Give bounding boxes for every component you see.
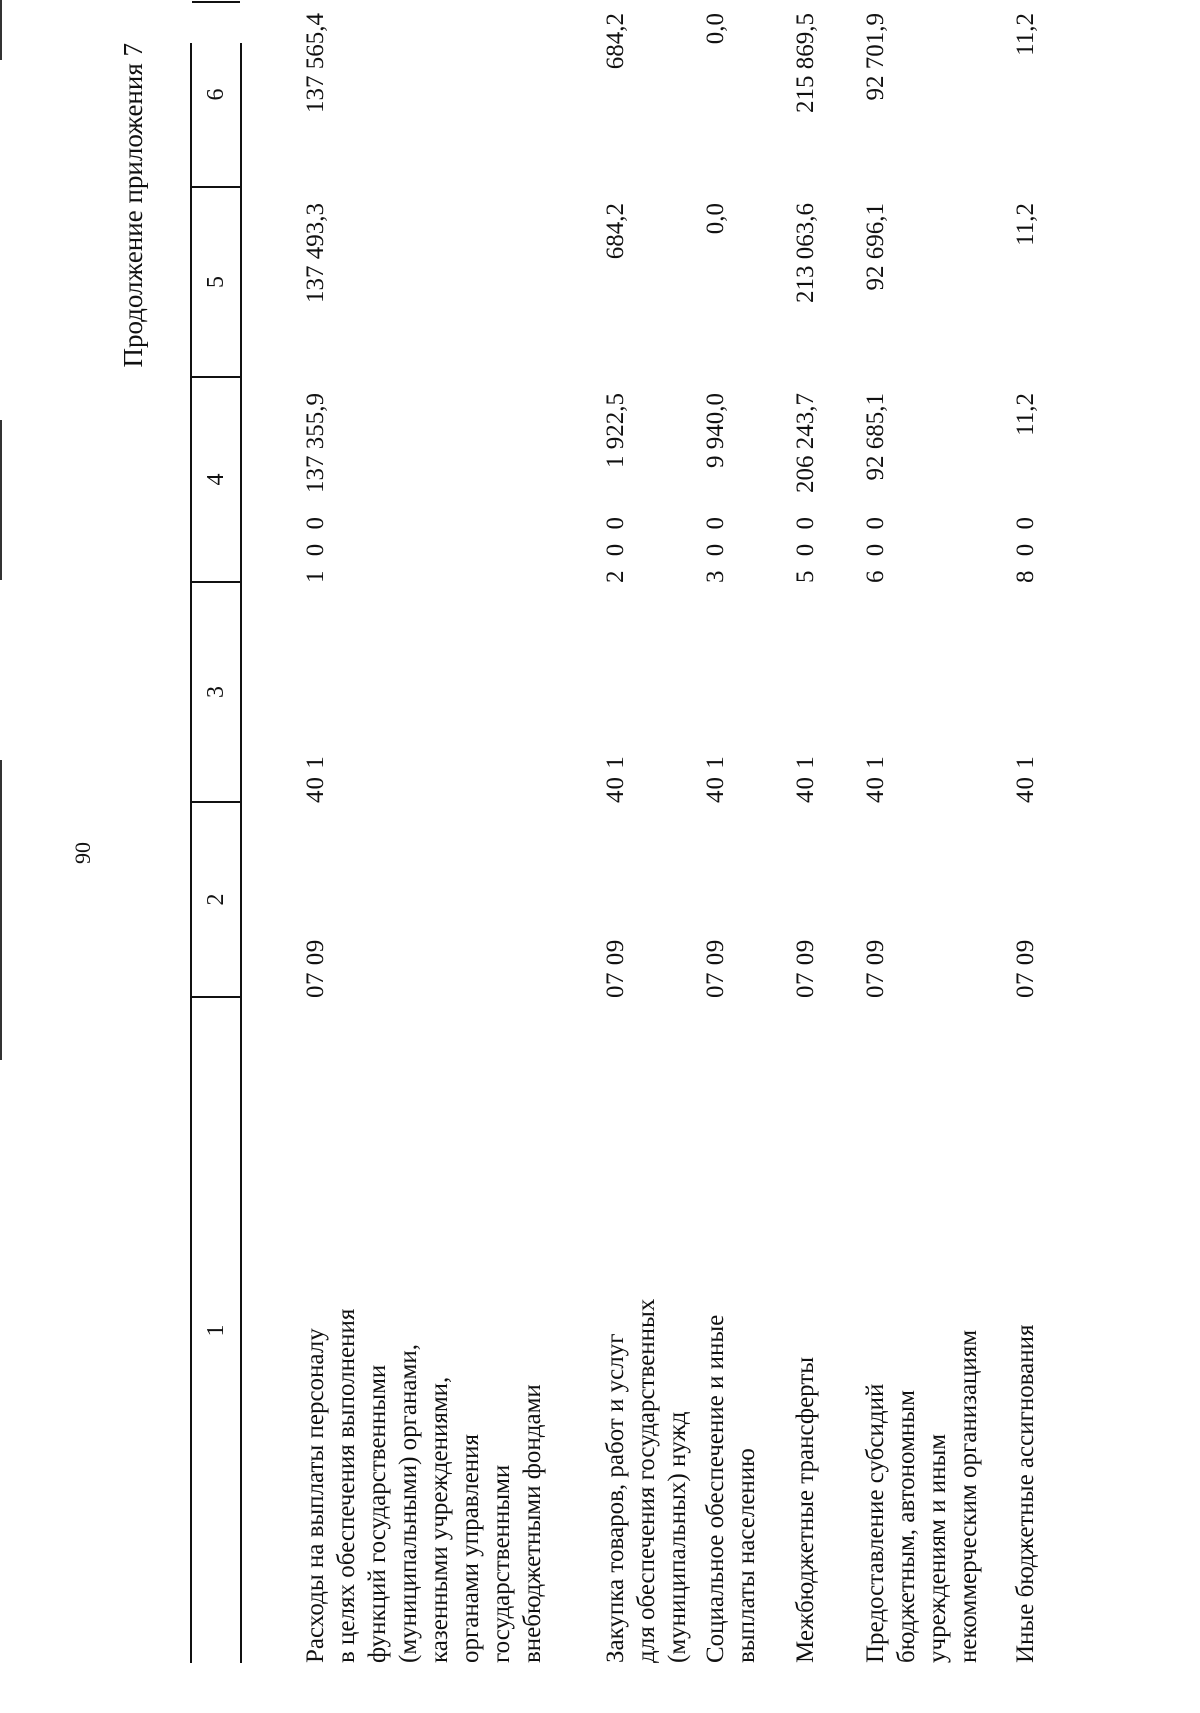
column-header-5: 5 [192,188,240,378]
row-description-line: функций государственными [364,1364,391,1663]
row-description-line: Межбюджетные трансферты [792,1356,819,1663]
amount-col5-cell: 1 922,5 [602,393,629,468]
continuation-title: Продолжение приложения 7 [118,43,148,368]
row-description-line: (муниципальными) органами, [395,1344,422,1663]
row-description-line: государственными [488,1464,515,1663]
row-description-line: в целях обеспечения выполнения [333,1308,360,1663]
expense-type-cell: 5 0 0 [792,513,819,583]
amount-col6-cell: 684,2 [602,203,629,260]
amount-col6-cell: 0,0 [702,203,729,235]
table-header-row [190,43,242,1663]
amount-col6-cell: 137 493,3 [302,203,329,303]
row-description [600,1193,693,1663]
amount-col6-cell: 213 063,6 [792,203,819,303]
page-number: 90 [70,842,95,864]
target-article-cell: 40 1 [792,755,819,803]
section-code-cell: 07 09 [702,939,729,998]
amount-col7-cell: 92 701,9 [862,13,889,101]
row-description-line: Предоставление субсидий [862,1383,889,1663]
section-code-cell: 07 09 [1012,939,1039,998]
expense-type-cell: 2 0 0 [602,513,629,583]
row-description-line: для обеспечения государственных [633,1298,660,1663]
row-description-line: Иные бюджетные ассигнования [1012,1324,1039,1663]
expense-type-cell: 6 0 0 [862,513,889,583]
amount-col5-cell: 92 685,1 [862,393,889,481]
row-description-line: выплаты населению [733,1448,760,1663]
amount-col7-cell: 137 565,4 [302,13,329,113]
row-description [860,1193,984,1663]
column-header-2: 2 [192,803,240,998]
expense-type-cell: 8 0 0 [1012,513,1039,583]
row-description-line: (муниципальных) нужд [664,1411,691,1663]
row-description-line: внебюджетными фондами [519,1384,546,1663]
budget-table [190,43,242,1663]
expense-type-cell: 3 0 0 [702,513,729,583]
target-article-cell: 40 1 [862,755,889,803]
target-article-cell: 40 1 [302,755,329,803]
target-article-cell: 40 1 [1012,755,1039,803]
row-description-line: Социальное обеспечение и иные [702,1314,729,1663]
column-header-1: 1 [203,1324,229,1337]
amount-col7-cell: 684,2 [602,13,629,70]
row-description-line: некоммерческим организациям [955,1329,982,1663]
column-header-4: 4 [192,378,240,583]
amount-col7-cell: 11,2 [1012,13,1039,56]
target-article-cell: 40 1 [702,755,729,803]
amount-col5-cell: 9 940,0 [702,393,729,468]
row-description-line: казенными учреждениями, [426,1376,453,1663]
row-description [1010,1193,1041,1663]
amount-col6-cell: 11,2 [1012,203,1039,246]
row-description-line: бюджетным, автономным [893,1390,920,1663]
amount-col5-cell: 137 355,9 [302,393,329,493]
amount-col5-cell: 11,2 [1012,393,1039,436]
row-description [700,1193,762,1663]
amount-col6-cell: 92 696,1 [862,203,889,291]
row-description [790,1193,821,1663]
column-header-3: 3 [192,583,240,803]
section-code-cell: 07 09 [862,939,889,998]
column-header-6: 6 [192,3,240,188]
row-description [300,1193,548,1663]
amount-col5-cell: 206 243,7 [792,393,819,493]
section-code-cell: 07 09 [792,939,819,998]
amount-col7-cell: 0,0 [702,13,729,45]
target-article-cell: 40 1 [602,755,629,803]
expense-type-cell: 1 0 0 [302,513,329,583]
column-header-7 [192,1,240,3]
row-description-line: Расходы на выплаты персоналу [302,1328,329,1663]
amount-col7-cell: 215 869,5 [792,13,819,113]
row-description-line: Закупка товаров, работ и услуг [602,1333,629,1663]
row-description-line: органами управления [457,1433,484,1663]
section-code-cell: 07 09 [302,939,329,998]
section-code-cell: 07 09 [602,939,629,998]
row-description-line: учреждениям и иным [924,1433,951,1663]
